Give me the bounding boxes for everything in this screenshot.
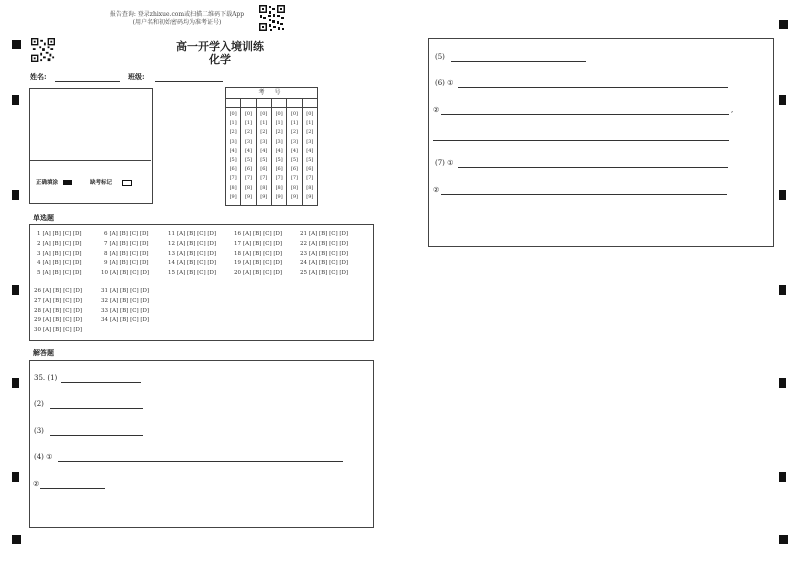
timing-mark [779,535,788,544]
mc-question-row[interactable] [34,327,82,333]
exam-digit-bubble[interactable]: [1] [275,120,283,127]
exam-digit-bubble[interactable]: [0] [275,111,283,117]
exam-digit-box[interactable] [303,99,317,107]
mc-question-row[interactable] [104,251,149,257]
mc-options[interactable]: [A] [B] [C] [D] [177,260,217,267]
mc-options[interactable]: [A] [B] [C] [D] [42,231,82,237]
exam-digit-bubble[interactable]: [2] [306,129,314,136]
exam-digit-bubble[interactable]: [9] [229,193,237,200]
exam-digit-column [226,108,241,206]
mc-options[interactable]: [A] [B] [C] [D] [110,297,150,304]
mc-options[interactable]: [A] [B] [C] [D] [43,307,83,314]
mc-section-title: 单选题 [33,213,54,222]
subject-title: 化学 [209,53,231,66]
exam-digit-bubble[interactable]: [0] [306,111,314,117]
mc-question-number: 3 [37,250,41,257]
exam-digit-bubble[interactable]: [3] [290,138,299,145]
mc-options[interactable]: [A] [B] [C] [D] [109,240,149,247]
exam-digit-bubble[interactable]: [4] [244,147,253,154]
mc-question-number: 24 [300,260,307,267]
q35-4-label: (4) ① [34,453,53,461]
p5-label: (5) [435,53,445,61]
exam-digit-box[interactable] [241,99,256,107]
exam-digit-bubble[interactable]: [2] [290,129,299,136]
mc-options[interactable]: [A] [B] [C] [D] [110,307,150,314]
class-field[interactable] [155,81,223,82]
mc-options[interactable]: [A] [B] [C] [D] [243,250,283,257]
mc-question-number: 31 [101,288,108,294]
exam-digit-bubble[interactable]: [8] [275,184,283,191]
exam-digit-bubble[interactable]: [6] [275,166,283,173]
mc-options[interactable]: [A] [B] [C] [D] [177,250,217,257]
mc-question-number: 6 [104,231,108,237]
exam-digit-bubble[interactable]: [7] [244,175,253,182]
mc-question-number: 8 [104,250,108,257]
p6-field[interactable] [458,87,728,88]
mc-question-number: 21 [300,231,307,237]
exam-digit-column [241,108,256,206]
mc-question-row[interactable] [168,231,216,237]
exam-digit-column [257,108,272,206]
exam-digit-bubble[interactable]: [5] [260,156,268,163]
p6c-field[interactable] [433,140,729,141]
mc-question-number: 32 [101,297,108,304]
exam-digit-bubble[interactable]: [4] [260,147,268,154]
mc-options[interactable]: [A] [B] [C] [D] [109,231,149,237]
mc-question-number: 30 [34,327,41,334]
exam-digit-box[interactable] [257,99,272,107]
class-label: 班级: [128,72,145,81]
exam-digit-bubble[interactable]: [5] [244,156,253,163]
mc-question-row[interactable] [37,251,82,257]
mc-question-number: 16 [234,231,241,237]
exam-digit-bubble[interactable]: [1] [290,120,299,127]
mc-question-row[interactable] [104,260,149,266]
timing-mark [12,472,19,482]
timing-mark [779,190,786,200]
answer-box [29,360,374,528]
mc-question-row[interactable] [34,317,82,323]
timing-mark [12,40,21,49]
q35-4b-field[interactable] [40,488,105,489]
mc-options[interactable]: [A] [B] [C] [D] [43,327,83,334]
exam-digit-bubble[interactable]: [2] [275,129,283,136]
timing-mark [779,95,786,105]
mc-question-row[interactable] [300,251,348,257]
mc-question-row[interactable] [34,308,82,314]
mc-options[interactable]: [A] [B] [C] [D] [177,240,217,247]
exam-digit-box[interactable] [272,99,287,107]
exam-number-header: 考 号 [226,88,317,99]
exam-digit-bubble[interactable]: [2] [244,129,253,136]
barcode-sticker-area [29,88,153,204]
mc-question-number: 20 [234,270,241,277]
mc-options[interactable]: [A] [B] [C] [D] [177,270,217,277]
mc-question-number: 23 [300,250,307,257]
exam-digit-bubble[interactable]: [3] [306,138,314,145]
p7-label: (7) ① [435,159,454,167]
mc-question-number: 12 [168,240,175,247]
mc-question-number: 5 [37,270,41,277]
timing-mark [12,285,19,295]
mc-question-row[interactable] [104,231,149,237]
exam-digit-bubble[interactable]: [4] [290,147,299,154]
exam-digit-bubble[interactable]: [0] [260,111,268,117]
q35-4b-label: ② [33,480,40,488]
mc-options[interactable]: [A] [B] [C] [D] [42,240,82,247]
p7-field[interactable] [458,167,728,168]
mc-options[interactable]: [A] [B] [C] [D] [43,317,83,324]
timing-mark [779,472,786,482]
timing-mark [779,378,786,388]
mc-options[interactable]: [A] [B] [C] [D] [42,270,82,277]
exam-digit-bubble[interactable]: [4] [229,147,237,154]
q35-4-field[interactable] [58,461,343,462]
filled-square-icon [63,180,72,185]
p7b-label: ② [433,186,440,194]
legend-correct [36,178,72,186]
name-field[interactable] [55,81,120,82]
mc-question-number: 33 [101,307,108,314]
exam-digit-bubble[interactable]: [1] [306,120,314,127]
mc-question-number: 2 [37,240,41,247]
mc-options[interactable]: [A] [B] [C] [D] [43,297,83,304]
exam-digit-bubble[interactable]: [5] [290,156,299,163]
mc-options[interactable]: [A] [B] [C] [D] [309,260,349,267]
exam-digit-columns [226,108,317,206]
mc-question-row[interactable] [234,270,282,276]
mc-options[interactable]: [A] [B] [C] [D] [243,260,283,267]
exam-digit-bubble[interactable]: [3] [260,138,268,145]
exam-digit-column [272,108,287,206]
exam-digit-bubble[interactable]: [7] [290,175,299,182]
mc-question-number: 13 [168,250,175,257]
mc-question-row[interactable] [300,270,348,276]
mc-question-row[interactable] [168,270,216,276]
mc-question-row[interactable] [101,308,149,314]
mc-options[interactable]: [A] [B] [C] [D] [42,260,82,267]
p6b-tail: , [731,106,734,114]
p6-label: (6) ① [435,79,454,87]
mc-question-number: 25 [300,270,307,277]
exam-digit-bubble[interactable]: [0] [229,111,237,117]
exam-digit-bubble[interactable]: [6] [244,166,253,173]
exam-digit-bubble[interactable]: [2] [260,129,268,136]
timing-mark [12,190,19,200]
mc-question-number: 17 [234,240,241,247]
mc-question-row[interactable] [234,231,282,237]
exam-digit-column [303,108,317,206]
mc-question-number: 28 [34,307,41,314]
exam-digit-bubble[interactable]: [8] [229,184,237,191]
timing-mark [779,20,788,29]
legend-absent [90,178,132,186]
mc-question-row[interactable] [34,298,82,304]
mc-options[interactable]: [A] [B] [C] [D] [243,240,283,247]
qr-code-icon [259,5,285,31]
exam-digit-bubble[interactable]: [1] [244,120,253,127]
mc-question-row[interactable] [234,260,282,266]
mc-question-number: 22 [300,240,307,247]
page-title: 高一开学入境训练 [176,40,264,53]
mc-options[interactable]: [A] [B] [C] [D] [309,270,349,277]
exam-digit-bubble[interactable]: [4] [306,147,314,154]
q35-3-field[interactable] [50,435,143,436]
exam-digit-bubble[interactable]: [1] [229,120,237,127]
exam-digit-bubble[interactable]: [0] [244,111,253,117]
exam-digit-bubble[interactable]: [6] [290,166,299,173]
exam-digit-bubble[interactable]: [9] [306,193,314,200]
mc-options[interactable]: [A] [B] [C] [D] [309,231,349,237]
mc-question-row[interactable] [168,241,216,247]
mc-question-number: 19 [234,260,241,267]
exam-digit-bubble[interactable]: [2] [229,129,237,136]
mc-options[interactable]: [A] [B] [C] [D] [110,270,150,277]
mc-options[interactable]: [A] [B] [C] [D] [109,250,149,257]
mc-question-row[interactable] [101,317,149,323]
mc-question-row[interactable] [101,288,149,294]
mc-options[interactable]: [A] [B] [C] [D] [110,288,150,294]
mc-options[interactable]: [A] [B] [C] [D] [110,317,150,324]
exam-digit-box[interactable] [287,99,302,107]
mc-question-row[interactable] [37,231,82,237]
mc-question-number: 27 [34,297,41,304]
exam-digit-bubble[interactable]: [9] [260,193,268,200]
mc-question-number: 34 [101,317,108,324]
mc-options[interactable]: [A] [B] [C] [D] [243,231,283,237]
right-answer-box [428,38,774,247]
mc-question-number: 1 [37,231,41,237]
p7b-field[interactable] [441,194,727,195]
exam-digit-bubble[interactable]: [7] [275,175,283,182]
mc-options[interactable]: [A] [B] [C] [D] [309,240,349,247]
q35-1-field[interactable] [61,382,141,383]
mc-question-row[interactable] [34,288,82,294]
legend-correct-label: 正确填涂 [36,180,59,186]
exam-digit-bubble[interactable]: [7] [306,175,314,182]
exam-digit-bubble[interactable]: [5] [229,156,237,163]
report-query-note [102,11,252,27]
mc-question-row[interactable] [37,260,82,266]
mc-options[interactable]: [A] [B] [C] [D] [243,270,283,277]
exam-digit-bubble[interactable]: [9] [275,193,283,200]
answer-section-title: 解答题 [33,348,54,357]
mc-question-number: 11 [168,231,175,237]
exam-number-grid [225,87,318,206]
timing-mark [12,535,21,544]
mc-question-row[interactable] [234,251,282,257]
timing-mark [12,95,19,105]
exam-digit-bubble[interactable]: [8] [306,184,314,191]
mc-options[interactable]: [A] [B] [C] [D] [43,288,83,294]
exam-digit-box[interactable] [226,99,241,107]
mc-question-row[interactable] [104,241,149,247]
q35-3-label: (3) [34,427,44,435]
timing-mark [12,378,19,388]
exam-digit-bubble[interactable]: [6] [229,166,237,173]
mc-question-row[interactable] [300,260,348,266]
exam-digit-bubble[interactable]: [6] [260,166,268,173]
exam-digit-bubble[interactable]: [8] [290,184,299,191]
exam-digit-bubble[interactable]: [8] [260,184,268,191]
mc-options[interactable]: [A] [B] [C] [D] [42,250,82,257]
p6b-label: ② [433,106,440,114]
exam-digit-bubble[interactable]: [4] [275,147,283,154]
note-line-2: (用户名和初始密码均为准考证号) [132,19,222,26]
q35-2-field[interactable] [50,408,143,409]
note-line-1: 报告查询: 登录zhixue.com或扫描二维码下载App [109,11,245,18]
mc-question-row[interactable] [37,241,82,247]
legend-absent-label: 缺考标记 [90,180,113,186]
exam-number-inputs [226,99,317,108]
mc-question-number: 26 [34,288,41,294]
timing-mark [779,285,786,295]
legend-divider [30,160,151,161]
absent-mark-box[interactable] [122,180,132,186]
exam-digit-bubble[interactable]: [1] [260,120,268,127]
exam-digit-bubble[interactable]: [8] [244,184,253,191]
mc-options[interactable]: [A] [B] [C] [D] [309,250,349,257]
p5-field[interactable] [451,61,586,62]
p6b-field[interactable] [441,114,729,115]
mc-question-row[interactable] [300,231,348,237]
qr-code-icon [31,38,55,62]
mc-question-row[interactable] [234,241,282,247]
q35-1-label: 35. (1) [34,374,58,382]
name-label: 姓名: [30,72,47,81]
exam-digit-bubble[interactable]: [0] [290,111,299,117]
exam-digit-bubble[interactable]: [3] [229,138,237,145]
mc-question-row[interactable] [101,298,149,304]
mc-question-number: 15 [168,270,175,277]
exam-digit-bubble[interactable]: [9] [290,193,299,200]
exam-digit-bubble[interactable]: [7] [260,175,268,182]
exam-digit-bubble[interactable]: [3] [275,138,283,145]
exam-digit-bubble[interactable]: [7] [229,175,237,182]
mc-options[interactable]: [A] [B] [C] [D] [109,260,149,267]
exam-digit-bubble[interactable]: [3] [244,138,253,145]
exam-digit-bubble[interactable]: [5] [275,156,283,163]
exam-digit-column [287,108,302,206]
q35-2-label: (2) [34,400,44,408]
mc-question-row[interactable] [37,270,82,276]
mc-question-number: 9 [104,260,108,267]
mc-question-row[interactable] [168,251,216,257]
mc-question-number: 7 [104,240,108,247]
mc-question-number: 29 [34,317,41,324]
mc-question-number: 18 [234,250,241,257]
mc-question-number: 4 [37,260,41,267]
exam-digit-bubble[interactable]: [5] [306,156,314,163]
exam-digit-bubble[interactable]: [9] [244,193,253,200]
mc-question-row[interactable] [101,270,149,276]
mc-options[interactable]: [A] [B] [C] [D] [177,231,217,237]
exam-digit-bubble[interactable]: [6] [306,166,314,173]
mc-question-number: 10 [101,270,108,277]
mc-question-row[interactable] [168,260,216,266]
mc-question-number: 14 [168,260,175,267]
mc-question-row[interactable] [300,241,348,247]
